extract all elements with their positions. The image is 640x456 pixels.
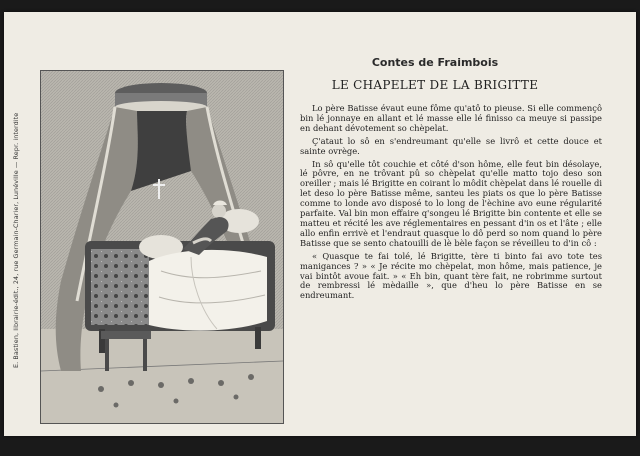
series-title: Contes de Fraimbois: [371, 56, 499, 69]
bedroom-illustration: [40, 70, 284, 424]
postcard: [4, 12, 636, 436]
story-paragraph: Lo père Batisse évaut eune fôme qu'atô to pieuse. Si elle commençô bin lé jonnaye en allant et lé masse elle lé finisso ca meuye si passipe en dehant dévotement so chèpelat.: [300, 103, 602, 133]
story-title: LE CHAPELET DE LA BRIGITTE: [331, 78, 539, 92]
story-text: [300, 104, 602, 304]
story-paragraph: « Quasque te fai tolé, lé Brigitte, tère ti binto fai avo tote tes manigances ? » « Je récite mo chèpelat, mon hôme, mais patience, je vai bintôt avoue fait. » « Eh bin, quant tère fait, ne robrimme surtout de rembressi lé mèdaille », que d'heu lo père Batisse en se endreumant.: [300, 250, 602, 301]
story-paragraph: Ç'ataut lo sô en s'endreumant qu'elle se livrô et cette douce et sainte ovrège.: [300, 135, 602, 156]
story-paragraph: In sô qu'elle tôt couchie et côté d'son hôme, elle feut bin désolaye, lé pôvre, en ne trôvant pû so chèpelat qu'elle matto tojo deso son oreiller ; mais lé Brigitte en coirant lo môdit chèpelat dans lé rouelle di let deso lo père Batisse même, santeu les piats os que lo père Batisse comme to londe avo disposé to lo long de l'èchine avo eune régularité parfaite. Val bin mon effaire q'songeu lé Brigitte bin contente et elle se matteu et récité les ave réglementaires en pessant d'in os et l'âte ; elle allo enfin errivè et l'endraut quasque lo dô perd so nom quand lo père Batisse que se sento chatouilli de lè bèle façon se réveilleu to d'in cô :: [300, 158, 602, 248]
publisher-imprint: E. Bastien, librairie-édit., 24, rue Germain-Charier, Lunéville — Repr. interdite: [12, 112, 20, 368]
